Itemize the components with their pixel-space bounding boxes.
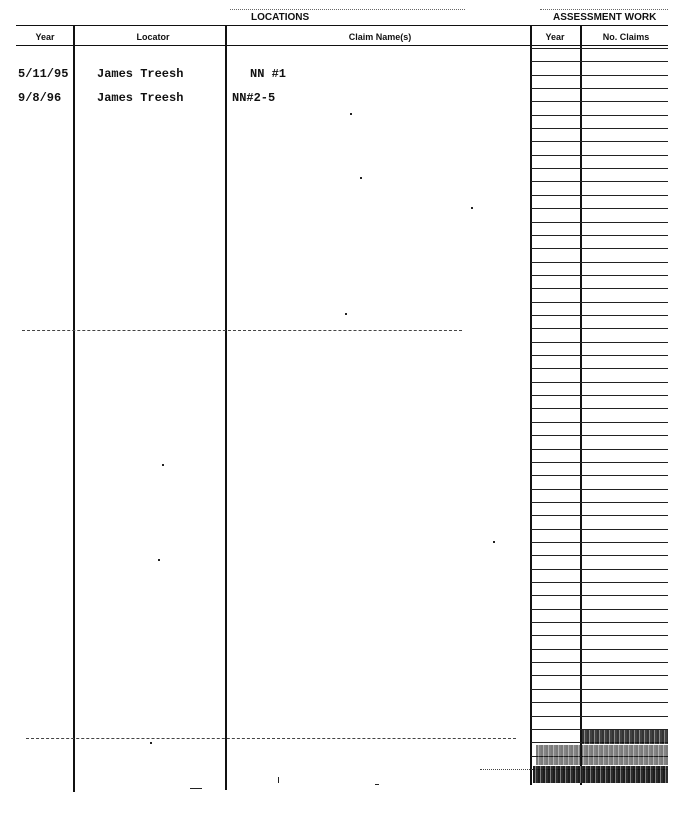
assessment-row-rule	[531, 288, 668, 289]
assessment-row-rule	[531, 675, 668, 676]
scan-speck	[158, 559, 160, 561]
scan-dark-block-upper	[582, 730, 668, 744]
assessment-row-rule	[531, 689, 668, 690]
assessment-work-heading: ASSESSMENT WORK	[553, 12, 657, 23]
scan-speck	[375, 784, 379, 785]
entry-2-year: 9/8/96	[18, 91, 62, 105]
column-divider-locator-claims	[225, 25, 227, 790]
column-header-claim-names: Claim Name(s)	[348, 32, 412, 42]
header-bottom-rule	[16, 45, 668, 46]
assessment-row-rule	[531, 168, 668, 169]
scan-artifact-bottom	[480, 769, 532, 770]
scan-dark-block-lower	[533, 766, 668, 783]
column-divider-year-locator	[73, 25, 75, 792]
locations-heading: LOCATIONS	[251, 12, 310, 23]
entry-1-claim: NN #1	[250, 67, 287, 81]
assessment-row-rule	[531, 635, 668, 636]
assessment-row-rule	[531, 555, 668, 556]
assessment-row-rule	[531, 61, 668, 62]
scan-speck	[360, 177, 362, 179]
assessment-row-rule	[531, 328, 668, 329]
column-divider-claims-assessment	[530, 25, 532, 785]
assessment-row-rule	[531, 422, 668, 423]
assessment-row-rule	[531, 248, 668, 249]
scan-speck	[471, 207, 473, 209]
scan-speck	[493, 541, 495, 543]
assessment-row-rule	[531, 128, 668, 129]
header-top-rule	[16, 25, 668, 26]
assessment-row-rule	[531, 475, 668, 476]
assessment-row-rule	[531, 529, 668, 530]
column-divider-aw-year-claims	[580, 25, 582, 785]
assessment-row-rule	[531, 569, 668, 570]
assessment-row-rule	[531, 382, 668, 383]
scan-speck	[190, 788, 202, 789]
assessment-row-rule	[531, 115, 668, 116]
assessment-row-rule	[531, 368, 668, 369]
assessment-row-rule	[531, 408, 668, 409]
entry-1-locator: James Treesh	[97, 67, 184, 81]
assessment-row-rule	[531, 88, 668, 89]
entry-2-locator: James Treesh	[97, 91, 184, 105]
assessment-row-rule	[531, 542, 668, 543]
scan-speck	[150, 742, 152, 744]
scan-dark-block-middle	[536, 745, 668, 765]
scan-speck	[345, 313, 347, 315]
entry-1-year: 5/11/95	[18, 67, 69, 81]
assessment-row-rule	[531, 716, 668, 717]
assessment-row-rule	[531, 395, 668, 396]
assessment-row-rule	[531, 195, 668, 196]
assessment-row-rule	[531, 262, 668, 263]
scan-speck	[162, 464, 164, 466]
assessment-row-rule	[531, 435, 668, 436]
scan-speck	[278, 777, 279, 783]
assessment-row-rule	[531, 208, 668, 209]
assessment-row-rule	[531, 355, 668, 356]
assessment-row-rule	[531, 609, 668, 610]
assessment-row-rule	[531, 235, 668, 236]
assessment-row-rule	[531, 502, 668, 503]
column-header-aw-year: Year	[545, 32, 565, 42]
column-header-aw-claims: No. Claims	[602, 32, 650, 42]
assessment-row-rule	[531, 489, 668, 490]
assessment-row-rule	[531, 155, 668, 156]
scan-artifact-top	[230, 9, 465, 10]
scan-speck	[350, 113, 352, 115]
assessment-row-rule	[531, 222, 668, 223]
assessment-row-rule	[531, 75, 668, 76]
assessment-row-rule	[531, 582, 668, 583]
assessment-row-rule	[531, 622, 668, 623]
scan-fold-line-lower	[26, 738, 516, 739]
assessment-row-rule	[531, 101, 668, 102]
assessment-row-rule	[531, 181, 668, 182]
assessment-row-rule	[531, 449, 668, 450]
assessment-row-rule	[531, 702, 668, 703]
assessment-row-rule	[531, 315, 668, 316]
column-header-year: Year	[35, 32, 55, 42]
scan-fold-line-upper	[22, 330, 462, 331]
assessment-row-rule	[531, 275, 668, 276]
assessment-row-rule	[531, 595, 668, 596]
scan-artifact-top-right	[540, 9, 668, 10]
assessment-row-rule	[531, 649, 668, 650]
assessment-row-rule	[531, 342, 668, 343]
column-header-locator: Locator	[136, 32, 170, 42]
assessment-row-rule	[531, 462, 668, 463]
entry-2-claim: NN#2-5	[232, 91, 276, 105]
assessment-row-rule	[531, 515, 668, 516]
assessment-row-rule	[531, 662, 668, 663]
assessment-row-rule	[531, 302, 668, 303]
assessment-row-rule	[531, 141, 668, 142]
assessment-row-rule	[531, 48, 668, 49]
